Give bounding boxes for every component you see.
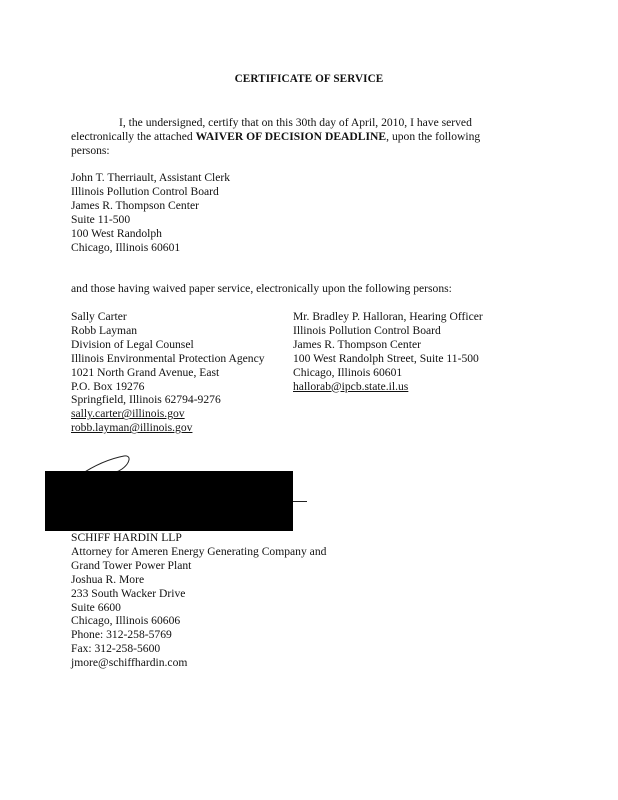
primary-recipient-address bbox=[71, 171, 230, 254]
signature-line-text: Joshua R. More bbox=[71, 572, 145, 586]
signature-block bbox=[71, 531, 326, 670]
signature-line-text: 233 South Wacker Drive bbox=[71, 586, 186, 600]
address-line: Illinois Pollution Control Board bbox=[71, 184, 219, 198]
redacted-signature bbox=[45, 471, 293, 531]
email-link[interactable]: sally.carter@illinois.gov bbox=[71, 407, 185, 421]
address-line: Illinois Pollution Control Board bbox=[293, 323, 441, 337]
address-line: James R. Thompson Center bbox=[293, 337, 421, 351]
address-line: Chicago, Illinois 60601 bbox=[293, 365, 403, 379]
address-line: 100 West Randolph Street, Suite 11-500 bbox=[293, 351, 479, 365]
address-line: Robb Layman bbox=[71, 323, 138, 337]
page-title: CERTIFICATE OF SERVICE bbox=[234, 73, 384, 85]
certification-text-part2: , upon the following persons: bbox=[71, 129, 481, 157]
signature-line-text: Fax: 312-258-5600 bbox=[71, 642, 161, 656]
address-line: Illinois Environmental Protection Agency bbox=[71, 351, 265, 365]
address-line: John T. Therriault, Assistant Clerk bbox=[71, 171, 231, 184]
certification-text-part1: I, the undersigned, certify that on this 30th day of April, 2010, I have served electronically the attached bbox=[71, 116, 472, 143]
served-document-name: WAIVER OF DECISION DEADLINE bbox=[195, 129, 387, 143]
address-line: Sally Carter bbox=[71, 310, 127, 323]
address-line: 1021 North Grand Avenue, East bbox=[71, 365, 220, 379]
signature-line-text: Grand Tower Power Plant bbox=[71, 558, 192, 572]
email-text: jmore@schiffhardin.com bbox=[71, 656, 188, 670]
address-line: James R. Thompson Center bbox=[71, 198, 199, 212]
address-line: Division of Legal Counsel bbox=[71, 337, 194, 351]
signature-line-text: Suite 6600 bbox=[71, 600, 121, 614]
right-recipient-address bbox=[293, 310, 483, 393]
address-line: Suite 11-500 bbox=[71, 212, 131, 226]
signature-line bbox=[293, 501, 307, 502]
address-line: 100 West Randolph bbox=[71, 226, 162, 240]
address-line: Chicago, Illinois 60601 bbox=[71, 240, 181, 254]
left-recipient-address bbox=[71, 310, 265, 435]
address-line: Mr. Bradley P. Halloran, Hearing Officer bbox=[293, 310, 483, 323]
email-link[interactable]: robb.layman@illinois.gov bbox=[71, 421, 193, 435]
firm-name: SCHIFF HARDIN LLP bbox=[71, 531, 182, 544]
waived-service-note: and those having waived paper service, electronically upon the following persons: bbox=[71, 282, 452, 295]
signature-line-text: Phone: 312-258-5769 bbox=[71, 628, 172, 642]
certification-paragraph bbox=[71, 116, 511, 158]
email-link[interactable]: hallorab@ipcb.state.il.us bbox=[293, 379, 409, 393]
address-line: Springfield, Illinois 62794-9276 bbox=[71, 393, 221, 407]
address-line: P.O. Box 19276 bbox=[71, 379, 145, 393]
signature-line-text: Attorney for Ameren Energy Generating Company and bbox=[71, 544, 327, 558]
signature-line-text: Chicago, Illinois 60606 bbox=[71, 614, 181, 628]
